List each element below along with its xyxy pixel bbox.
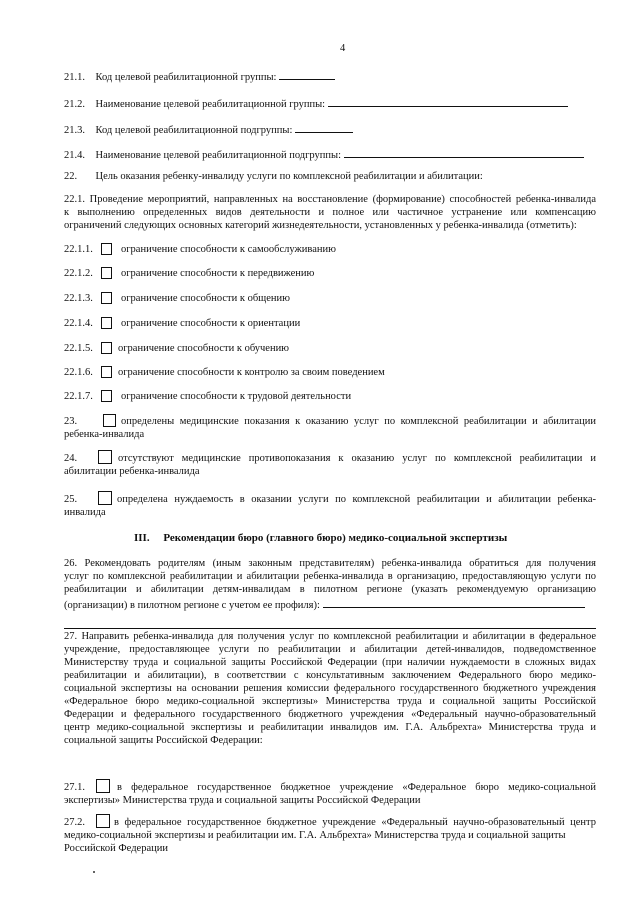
item-27-1-text-cont: экспертизы» Министерства труда и социальной защиты Российской Федерации: [64, 795, 421, 806]
item-27-line: реабилитации и абилитации), в соответствии с консультативным заключением Федерального бюро медико-: [64, 670, 596, 681]
item-number: 22.: [64, 171, 78, 182]
checkbox-22-1-3[interactable]: [101, 292, 112, 304]
check-22-1-2-label: ограничение способности к передвижению: [121, 268, 315, 279]
checkbox-22-1-4[interactable]: [101, 317, 112, 329]
item-23-text: определены медицинские показания к оказанию услуг по комплексной реабилитации и абилитации: [121, 416, 596, 427]
item-26-line: услуг по комплексной реабилитации и абилитации ребенка-инвалида в организацию, предоставляющую услуги по: [64, 571, 596, 582]
check-22-1-5-label: ограничение способности к обучению: [118, 343, 290, 354]
item-22-1-line: ограничений следующих основных категорий жизнедеятельности, установленных у ребенка-инвалида (отметить):: [64, 220, 577, 231]
item-27-line: социальной защиты Российской Федерации:: [64, 735, 263, 746]
check-22-1-1-label: ограничение способности к самообслуживанию: [121, 244, 336, 255]
item-label: Цель оказания ребенку-инвалиду услуги по комплексной реабилитации и абилитации:: [95, 171, 483, 182]
checkbox-27-1[interactable]: [96, 779, 110, 793]
checkbox-22-1-6[interactable]: [101, 366, 112, 378]
checkbox-22-1-2[interactable]: [101, 267, 112, 279]
item-22-1-line: к выполнению определенных видов деятельности и полное или частичное устранение или компенсацию: [64, 207, 596, 218]
section-number: III.: [134, 532, 150, 544]
item-27-line: учреждение, предоставляющее услуги по реабилитации и абилитации детей-инвалидов, подведомственное: [64, 644, 596, 655]
item-label: Код целевой реабилитационной подгруппы:: [95, 125, 293, 136]
fill-line: [328, 95, 568, 107]
check-22-1-4-label: ограничение способности к ориентации: [121, 318, 301, 329]
item-27-2-text-cont: Российской Федерации: [64, 843, 168, 854]
check-22-1-3-number: 22.1.3.: [64, 293, 93, 304]
item-25-number: 25.: [64, 494, 78, 505]
item-27-1-text: в федеральное государственное бюджетное учреждение «Федеральное бюро медико-социальной: [117, 782, 596, 793]
item-27-line: центр медико-социальной экспертизы и реабилитации инвалидов им. Г.А. Альбрехта» Министерства труда и: [64, 722, 596, 733]
item-27-line: Министерству труда и социальной защиты Российской Федерации (при наличии нуждаемости в сложных видах: [64, 657, 596, 668]
check-22-1-7-number: 22.1.7.: [64, 391, 93, 402]
check-22-1-6-number: 22.1.6.: [64, 367, 93, 378]
section-title: Рекомендации бюро (главного бюро) медико-социальной экспертизы: [163, 532, 508, 544]
item-27-2-text-cont: медико-социальной экспертизы и реабилитации им. Г.А. Альбрехта» Министерства труда и социальной защиты: [64, 830, 566, 841]
checkbox-27-2[interactable]: [96, 814, 110, 828]
item-27-1-number: 27.1.: [64, 782, 85, 793]
checkbox-22-1-5[interactable]: [101, 342, 112, 354]
item-27-line: 27. Направить ребенка-инвалида для получения услуг по комплексной реабилитации и абилитации в федеральное: [64, 631, 596, 642]
item-number: 21.2.: [64, 99, 85, 110]
checkbox-22-1-7[interactable]: [101, 390, 112, 402]
item-21-4: [64, 146, 584, 162]
item-label: Наименование целевой реабилитационной группы:: [95, 99, 326, 110]
page-number: 4: [340, 43, 346, 54]
item-26-line: [64, 596, 585, 612]
item-label: Наименование целевой реабилитационной подгруппы:: [95, 150, 342, 161]
item-25-text: определена нуждаемость в оказании услуги по комплексной реабилитации и абилитации ребенка-: [117, 494, 596, 505]
item-24-text: отсутствуют медицинские противопоказания к оказанию услуг по комплексной реабилитации и: [118, 453, 596, 464]
item-27-line: «Федеральное бюро медико-социальной экспертизы» Министерства труда и социальной защиты Российской: [64, 696, 596, 707]
check-22-1-7-label: ограничение способности к трудовой деятельности: [121, 391, 352, 402]
fill-line: [279, 68, 335, 80]
item-27-line: Федерации и федерального государственного бюджетного учреждения «Федеральный научно-образовательный: [64, 709, 596, 720]
item-number: 21.3.: [64, 125, 85, 136]
check-22-1-2-number: 22.1.2.: [64, 268, 93, 279]
item-24-text-cont: абилитации ребенка-инвалида: [64, 466, 200, 477]
scan-speck: [93, 871, 95, 873]
item-label: Код целевой реабилитационной группы:: [95, 72, 277, 83]
checkbox-25[interactable]: [98, 491, 112, 505]
item-24-number: 24.: [64, 453, 78, 464]
item-22-1-line: 22.1. Проведение мероприятий, направленных на восстановление (формирование) способностей ребенка-инвалида: [64, 194, 596, 205]
item-26-line: 26. Рекомендовать родителям (иным законным представителям) ребенка-инвалида обратиться для получения: [64, 558, 596, 569]
check-22-1-1-number: 22.1.1.: [64, 244, 93, 255]
item-23-number: 23.: [64, 416, 78, 427]
section-heading: [134, 532, 507, 545]
check-22-1-5-number: 22.1.5.: [64, 343, 93, 354]
fill-line: [323, 596, 585, 608]
fill-line: [64, 628, 596, 629]
check-22-1-4-number: 22.1.4.: [64, 318, 93, 329]
checkbox-23[interactable]: [103, 414, 116, 427]
item-number: 21.1.: [64, 72, 85, 83]
item-27-2-number: 27.2.: [64, 817, 85, 828]
item-21-2: [64, 95, 568, 111]
item-26-last: (организации) в пилотном регионе с учетом ее профиля):: [64, 600, 320, 611]
item-22: [64, 170, 483, 183]
checkbox-24[interactable]: [98, 450, 112, 464]
fill-line: [295, 121, 353, 133]
item-number: 21.4.: [64, 150, 85, 161]
checkbox-22-1-1[interactable]: [101, 243, 112, 255]
check-22-1-3-label: ограничение способности к общению: [121, 293, 290, 304]
check-22-1-6-label: ограничение способности к контролю за своим поведением: [118, 367, 385, 378]
item-27-2-text: в федеральное государственное бюджетное учреждение «Федеральный научно-образовательный центр: [114, 817, 596, 828]
item-23-text-cont: ребенка-инвалида: [64, 429, 145, 440]
fill-line: [344, 146, 584, 158]
item-26-line: реабилитации и абилитации детям-инвалидам в пилотном регионе (указать рекомендуемую организацию: [64, 584, 596, 595]
item-21-3: [64, 121, 353, 137]
item-27-line: социальной экспертизы на основании решения комиссии федерального государственного бюджетного учреждения: [64, 683, 596, 694]
item-21-1: [64, 68, 335, 84]
item-25-text-cont: инвалида: [64, 507, 106, 518]
